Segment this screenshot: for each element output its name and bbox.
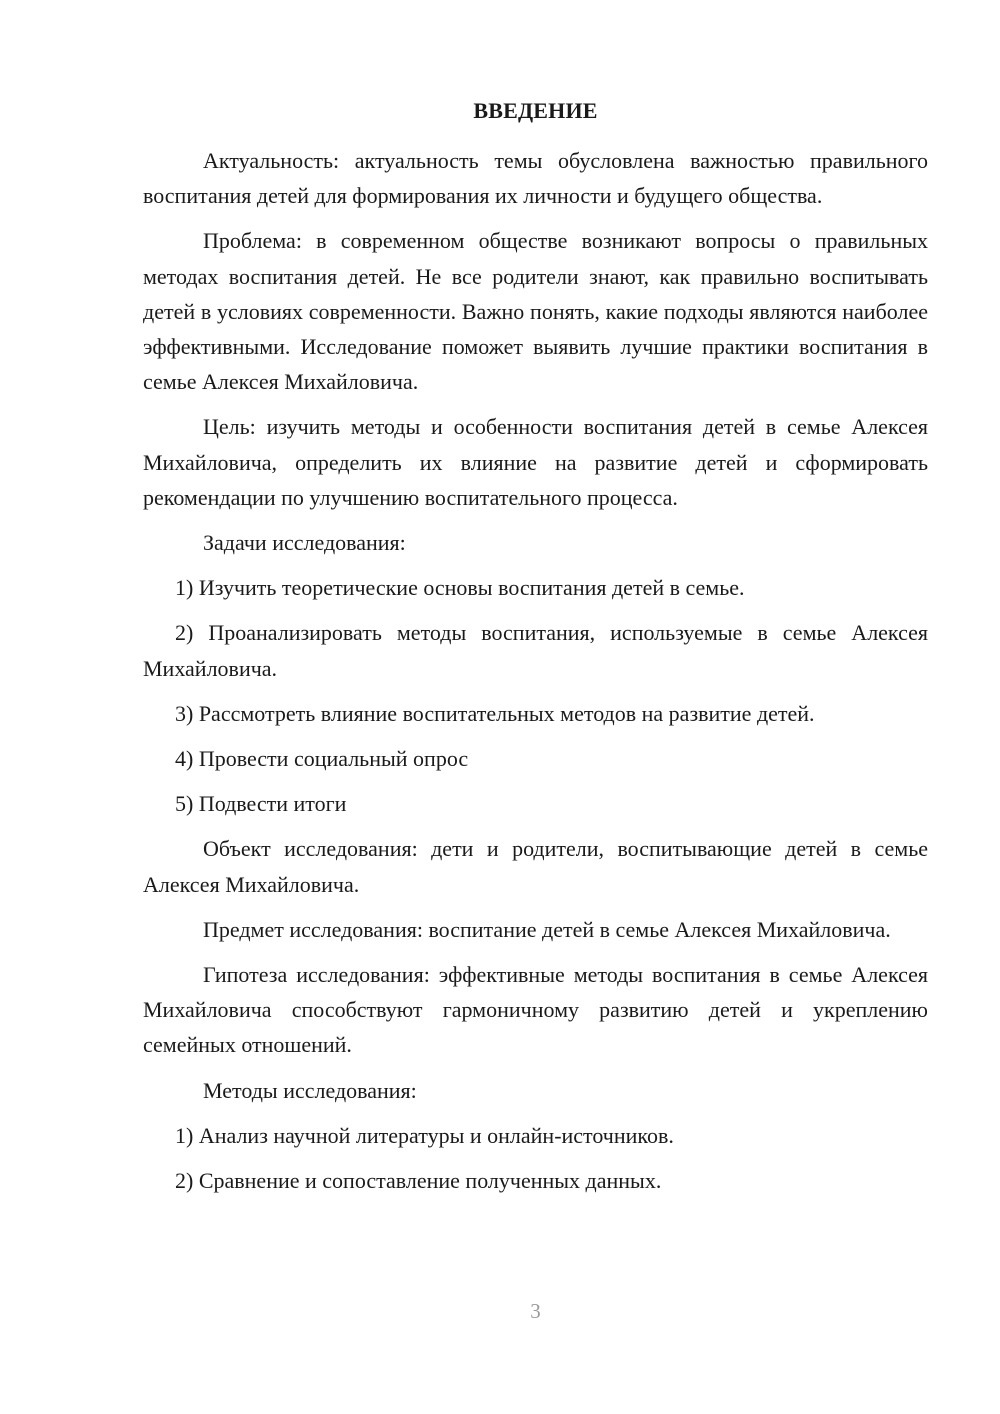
paragraph-methods-heading: Методы исследования:	[203, 1077, 417, 1103]
list-item-task-4: 4) Провести социальный опрос	[175, 746, 469, 772]
paragraph-subject: Предмет исследования: воспитание детей в семье Алексея Михайловича.	[203, 916, 891, 942]
document-body	[143, 143, 928, 1208]
list-item-task-3: 3) Рассмотреть влияние воспитательных методов на развитие детей.	[175, 700, 815, 726]
paragraph-goal: Цель: изучить методы и особенности воспитания детей в семье Алексея Михайловича, определить их влияние на развитие детей и сформировать рекомендации по улучшению воспитательного процесса.	[143, 414, 928, 510]
paragraph-relevance: Актуальность: актуальность темы обусловлена важностью правильного воспитания детей для формирования их личности и будущего общества.	[143, 148, 928, 209]
paragraph-object: Объект исследования: дети и родители, воспитывающие детей в семье Алексея Михайловича.	[143, 836, 928, 897]
paragraph-hypothesis: Гипотеза исследования: эффективные методы воспитания в семье Алексея Михайловича способствуют гармоничному развитию детей и укреплению семейных отношений.	[143, 962, 928, 1058]
paragraph-tasks-heading: Задачи исследования:	[203, 530, 406, 556]
list-item-method-1: 1) Анализ научной литературы и онлайн-источников.	[175, 1122, 674, 1148]
document-page	[143, 0, 928, 1414]
list-item-task-2: 2) Проанализировать методы воспитания, используемые в семье Алексея Михайловича.	[143, 620, 928, 681]
list-item-method-2: 2) Сравнение и сопоставление полученных данных.	[175, 1168, 662, 1194]
list-item-task-5: 5) Подвести итоги	[175, 791, 347, 817]
paragraph-problem: Проблема: в современном обществе возникают вопросы о правильных методах воспитания детей. Не все родители знают, как правильно воспитывать детей в условиях современности. Важно понять, какие подходы являются наиболее эффективными. Исследование поможет выявить лучшие практики воспитания в семье Алексея Михайловича.	[143, 228, 928, 395]
page-number: 3	[530, 1299, 541, 1323]
list-item-task-1: 1) Изучить теоретические основы воспитания детей в семье.	[175, 575, 745, 601]
section-title: ВВЕДЕНИЕ	[473, 98, 598, 123]
